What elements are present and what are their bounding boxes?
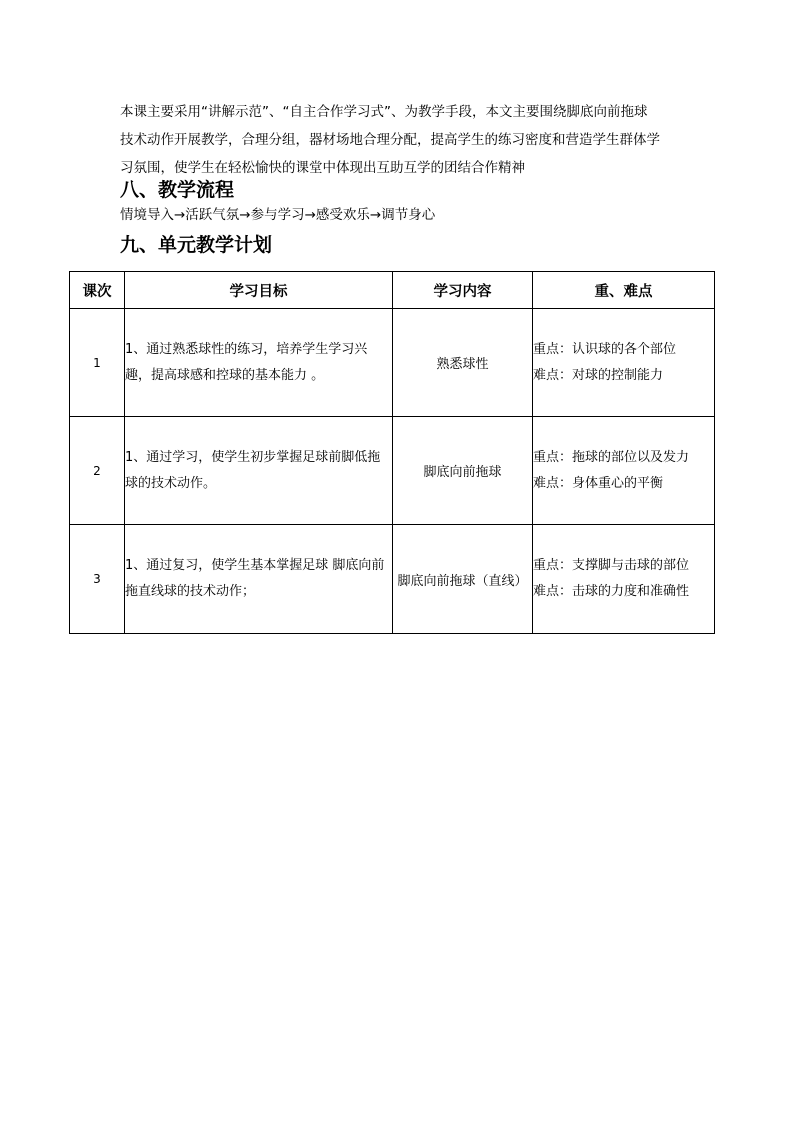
learning-goal: 1、通过学习，使学生初步掌握足球前脚低拖球的技术动作。 xyxy=(125,417,393,525)
key-points xyxy=(533,417,715,525)
table-row xyxy=(70,417,715,525)
learning-content: 脚底向前拖球（直线） xyxy=(393,525,533,634)
learning-goal: 1、通过熟悉球性的练习，培养学生学习兴趣，提高球感和控球的基本能力 。 xyxy=(125,309,393,417)
key-points xyxy=(533,525,715,634)
learning-goal: 1、通过复习，使学生基本掌握足球 脚底向前拖直线球的技术动作； xyxy=(125,525,393,634)
difficulty-point: 难点：对球的控制能力 xyxy=(533,367,664,383)
key-point: 重点：支撑脚与击球的部位 xyxy=(533,558,690,573)
column-header-content: 学习内容 xyxy=(393,272,533,309)
intro-line: 习氛围，使学生在轻松愉快的课堂中体现出互助互学的团结合作精神 xyxy=(120,160,525,176)
intro-paragraph xyxy=(120,98,690,182)
key-points xyxy=(533,309,715,417)
table-row xyxy=(70,525,715,634)
intro-line: 技术动作开展教学，合理分组，器材场地合理分配，提高学生的练习密度和营造学生群体学 xyxy=(120,132,660,148)
column-header-lesson: 课次 xyxy=(70,272,125,309)
learning-content: 脚底向前拖球 xyxy=(393,417,533,525)
unit-plan-table xyxy=(69,271,715,634)
difficulty-point: 难点：击球的力度和准确性 xyxy=(533,584,690,599)
lesson-number: 2 xyxy=(70,417,125,525)
difficulty-point: 难点：身体重心的平衡 xyxy=(533,475,664,491)
lesson-number: 3 xyxy=(70,525,125,634)
teaching-flow-text: 情境导入→活跃气氛→参与学习→感受欢乐→调节身心 xyxy=(120,207,436,223)
section-heading-teaching-flow: 八、教学流程 xyxy=(120,179,235,201)
table-row xyxy=(70,309,715,417)
lesson-number: 1 xyxy=(70,309,125,417)
column-header-goal: 学习目标 xyxy=(125,272,393,309)
column-header-key-points: 重、难点 xyxy=(533,272,715,309)
section-heading-unit-plan: 九、单元教学计划 xyxy=(120,234,273,256)
intro-line: 本课主要采用“讲解示范”、“自主合作学习式”、为教学手段，本文主要围绕脚底向前拖球 xyxy=(120,104,648,120)
key-point: 重点：认识球的各个部位 xyxy=(533,341,677,357)
learning-content: 熟悉球性 xyxy=(393,309,533,417)
table-header-row xyxy=(70,272,715,309)
key-point: 重点：拖球的部位以及发力 xyxy=(533,449,690,465)
